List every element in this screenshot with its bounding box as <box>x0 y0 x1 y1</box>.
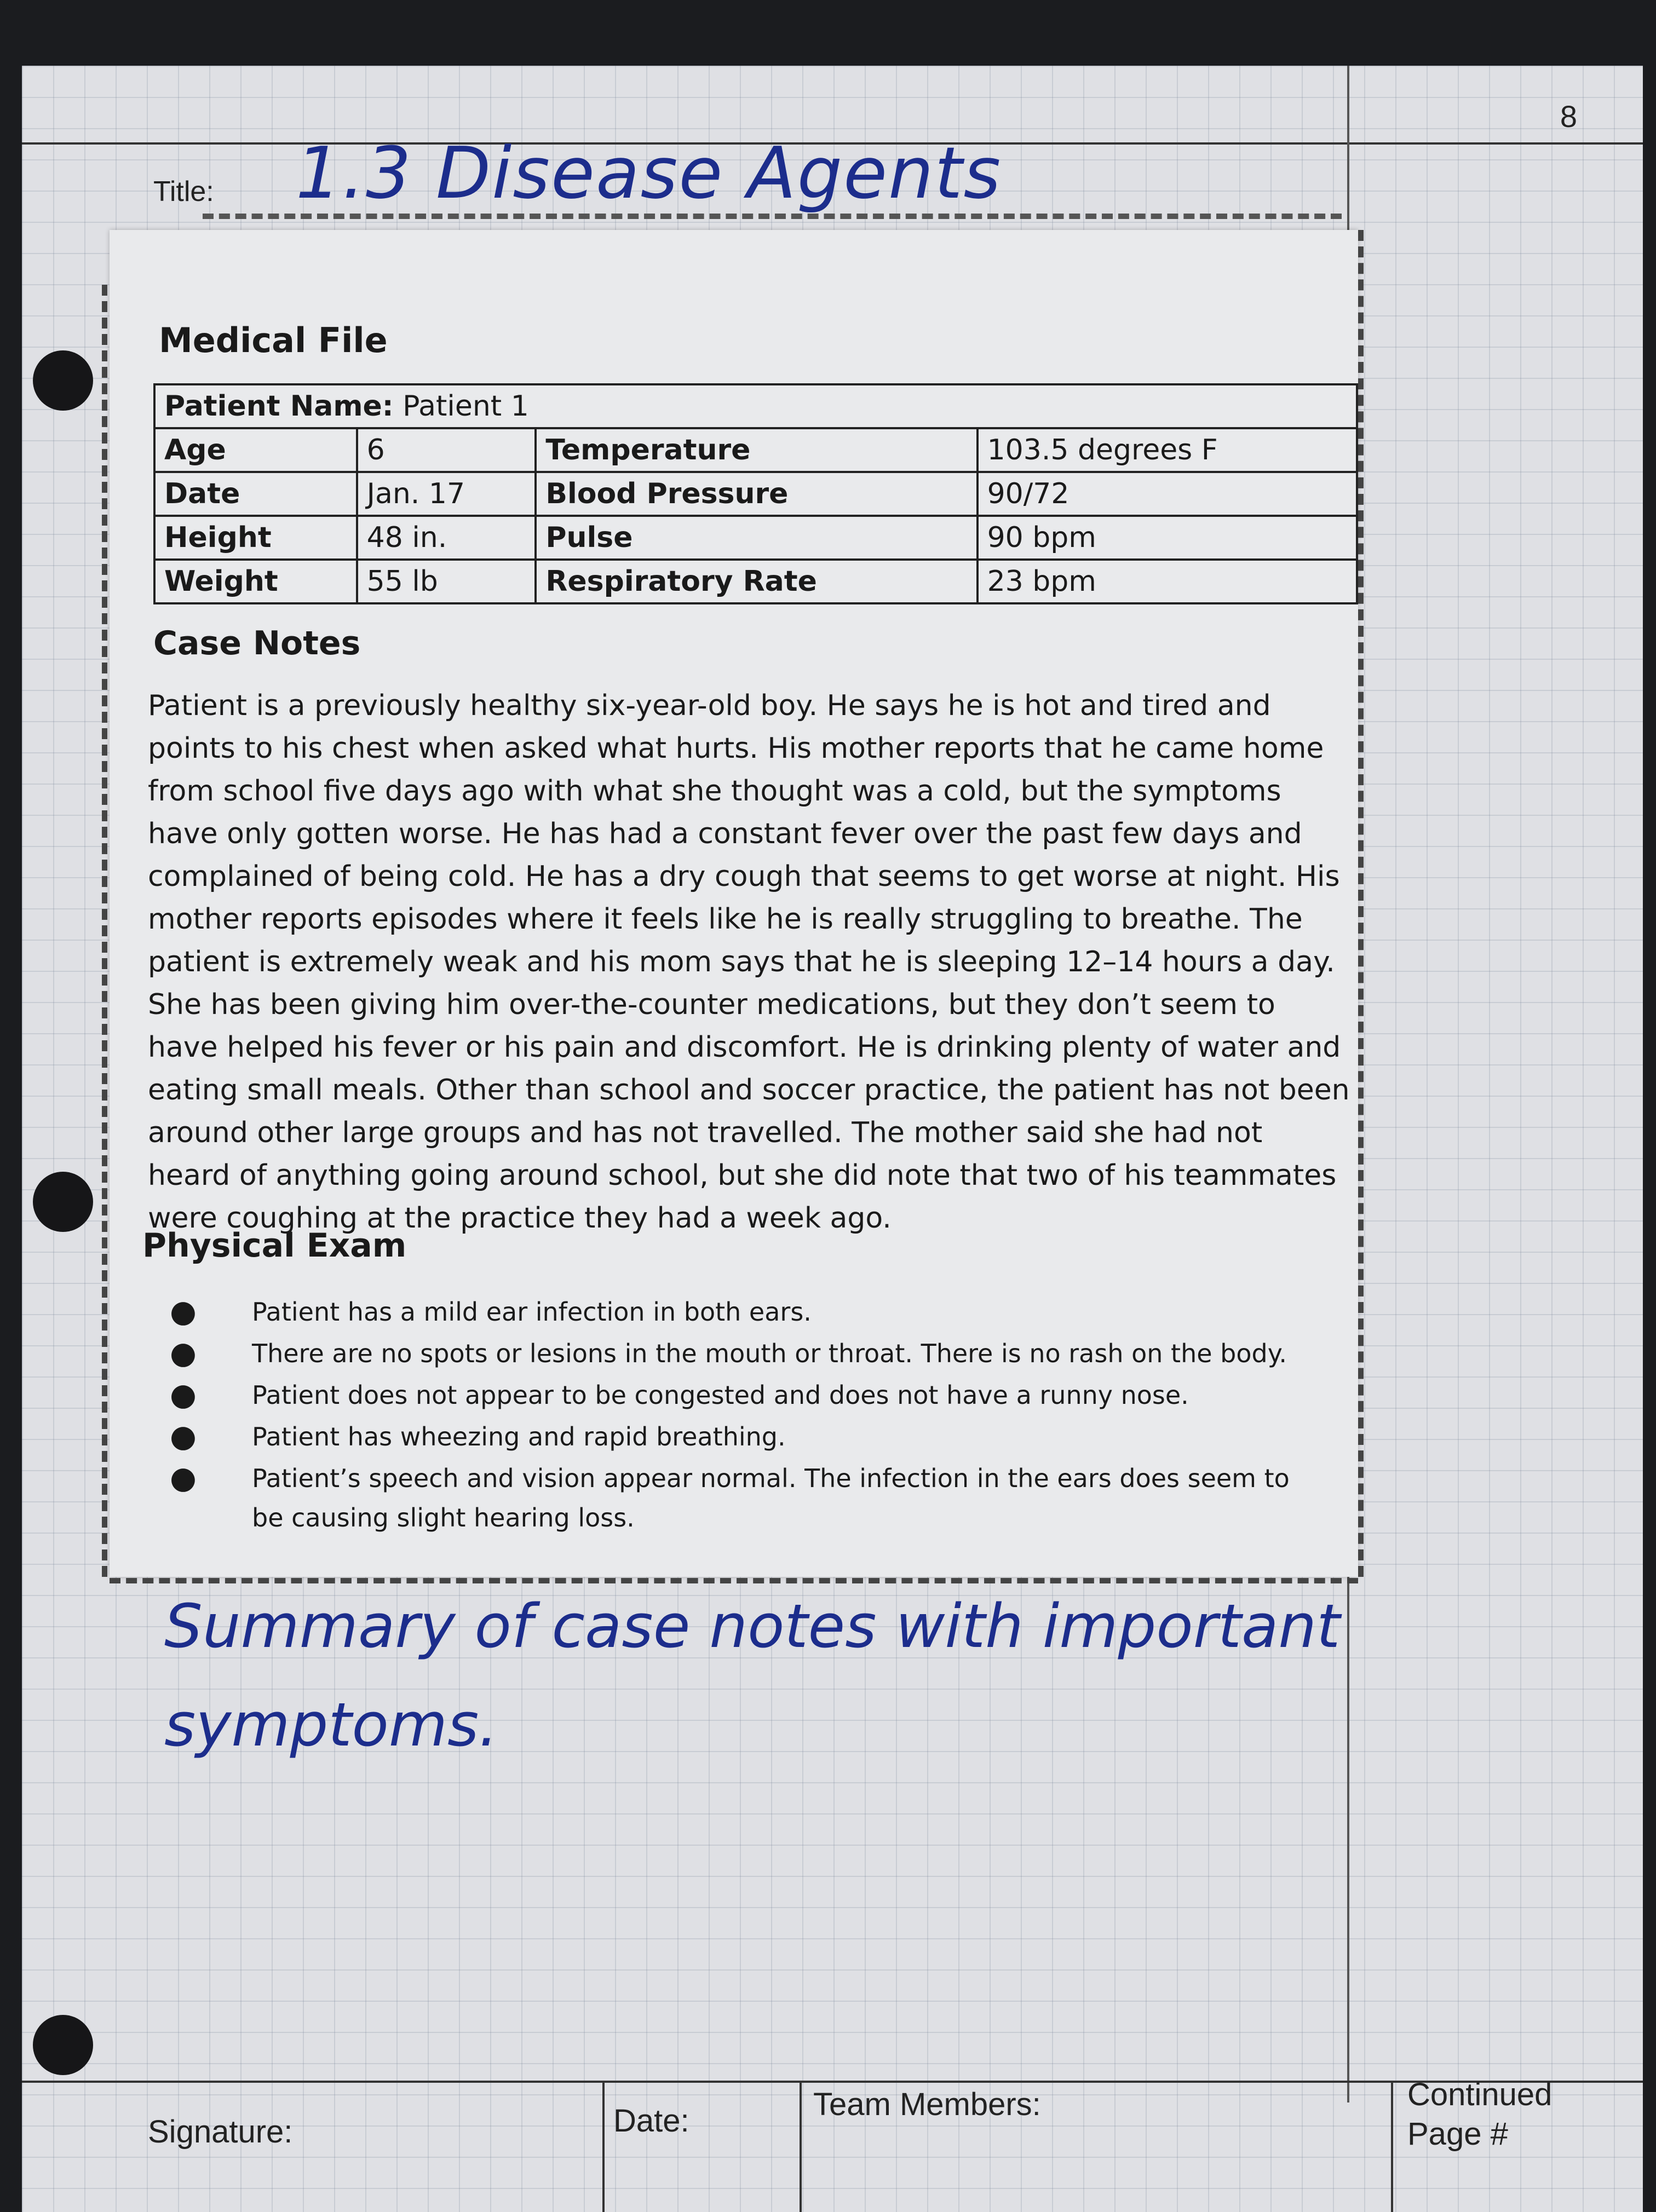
bullet-icon: ● <box>170 1377 197 1413</box>
vitals-table <box>153 383 1358 604</box>
table-row <box>154 516 1357 560</box>
table-cell-value: 48 in. <box>357 516 536 560</box>
table-cell-label: Date <box>154 472 357 516</box>
date-label: Date: <box>613 2103 689 2139</box>
table-cell-value: 103.5 degrees F <box>978 428 1357 472</box>
table-cell-value: 90/72 <box>978 472 1357 516</box>
footer-divider <box>602 2081 605 2212</box>
bullet-icon: ● <box>170 1460 197 1496</box>
case-notes-text: Patient is a previously healthy six-year-old boy. He says he is hot and tired and points to his chest when asked what hurts. His mother reports that he came home from school five days ago with what she thought was a cold, but the symptoms have only gotten worse. He has had a constant fever over the past few days and complained of being cold. He has a dry cough that seems to get worse at night. His mother reports episodes where it feels like he is really struggling to breathe. The patient is extremely weak and his mom says that he is sleeping 12–14 hours a day. She has been giving him over-the-counter medications, but they don’t seem to have helped his fever or his pain and discomfort. He is drinking plenty of water and eating small meals. Other than school and soccer practice, the patient has not been around other large groups and has not travelled. The mother said she had not heard of anything going around school, but she did note that two of his teammates were coughing at the practice they had a week ago. <box>148 689 1350 1235</box>
notebook-page <box>22 66 1643 2212</box>
table-cell-label: Age <box>154 428 357 472</box>
table-cell-label: Height <box>154 516 357 560</box>
bullet-icon: ● <box>170 1335 197 1371</box>
list-item-text: Patient has a mild ear infection in both ears. <box>252 1297 812 1327</box>
patient-name-cell <box>154 384 1357 428</box>
table-cell-value: 6 <box>357 428 536 472</box>
title-label: Title: <box>153 176 214 208</box>
list-item <box>170 1334 1320 1373</box>
table-row <box>154 560 1357 603</box>
table-cell-value: Jan. 17 <box>357 472 536 516</box>
table-cell-value: 23 bpm <box>978 560 1357 603</box>
title-underline <box>203 214 1342 219</box>
list-item-text: Patient’s speech and vision appear normal. The infection in the ears does seem to be causing slight hearing loss. <box>252 1464 1290 1533</box>
list-item <box>170 1459 1320 1537</box>
bullet-icon: ● <box>170 1419 197 1454</box>
physical-exam-list <box>170 1292 1320 1540</box>
footer-divider <box>1391 2081 1393 2212</box>
table-row <box>154 428 1357 472</box>
table-row <box>154 384 1357 428</box>
list-item <box>170 1375 1320 1415</box>
table-cell-value: 90 bpm <box>978 516 1357 560</box>
table-cell-label: Blood Pressure <box>536 472 977 516</box>
list-item <box>170 1292 1320 1332</box>
footer-divider <box>800 2081 802 2212</box>
list-item-text: There are no spots or lesions in the mouth or throat. There is no rash on the body. <box>252 1339 1287 1368</box>
binder-hole <box>33 1172 93 1232</box>
page-number: 8 <box>1560 99 1577 134</box>
list-item-text: Patient has wheezing and rapid breathing. <box>252 1422 786 1451</box>
table-cell-label: Temperature <box>536 428 977 472</box>
cut-line-right <box>1358 230 1364 1577</box>
medical-file-heading: Medical File <box>159 320 388 360</box>
continued-page-label: Continued Page # <box>1407 2077 1553 2152</box>
team-members-label: Team Members: <box>813 2087 1041 2122</box>
table-cell-label: Weight <box>154 560 357 603</box>
list-item-text: Patient does not appear to be congested and does not have a runny nose. <box>252 1380 1189 1410</box>
bullet-icon: ● <box>170 1294 197 1329</box>
case-notes-heading: Case Notes <box>153 624 361 663</box>
table-row <box>154 472 1357 516</box>
list-item <box>170 1417 1320 1456</box>
handwritten-summary: Summary of case notes with important symptoms. <box>164 1591 1341 1760</box>
patient-name-value: Patient 1 <box>403 390 529 423</box>
signature-label: Signature: <box>148 2114 293 2150</box>
cut-line-left <box>102 285 107 1577</box>
table-cell-value: 55 lb <box>357 560 536 603</box>
patient-name-label: Patient Name: <box>164 390 394 423</box>
medical-file-handout <box>110 230 1358 1577</box>
binder-hole <box>33 350 93 411</box>
page-title: 1.3 Disease Agents <box>296 131 1002 215</box>
table-cell-label: Respiratory Rate <box>536 560 977 603</box>
footer-rule <box>22 2081 1643 2083</box>
binder-hole <box>33 2015 93 2075</box>
physical-exam-heading: Physical Exam <box>142 1226 407 1265</box>
table-cell-label: Pulse <box>536 516 977 560</box>
